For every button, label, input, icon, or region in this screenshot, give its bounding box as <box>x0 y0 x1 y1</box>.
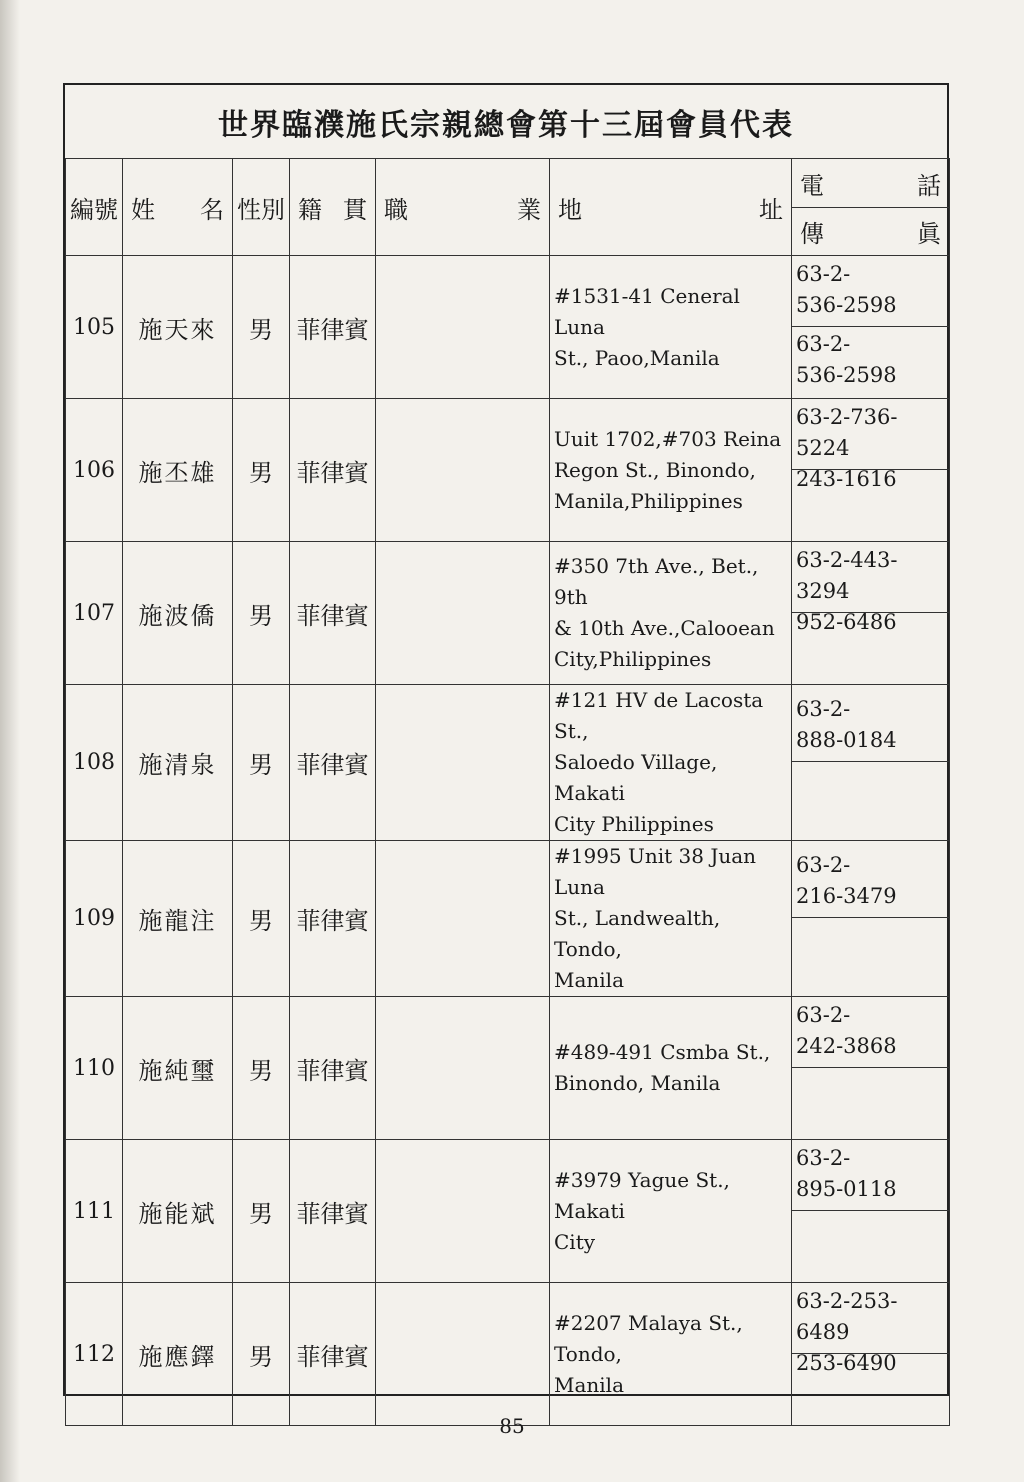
fax-number <box>792 762 949 833</box>
member-name: 施純璽 <box>123 997 233 1140</box>
member-origin: 菲律賓 <box>290 1140 376 1283</box>
header-row-top <box>66 159 950 208</box>
title-row <box>65 85 947 159</box>
address-line: City,Philippines <box>554 647 712 671</box>
address-line: Manila <box>554 1372 624 1397</box>
header-phone: 電 話 <box>792 159 950 208</box>
table-row <box>66 841 950 997</box>
member-address <box>550 685 792 841</box>
page-number: 85 <box>499 1414 525 1438</box>
phone-number <box>792 257 949 327</box>
address-line: #121 HV de Lacosta St., <box>554 688 764 743</box>
member-address <box>550 256 792 399</box>
member-name: 施應鐸 <box>123 1283 233 1426</box>
member-name: 施波僑 <box>123 542 233 685</box>
member-address <box>550 841 792 997</box>
address-line: City <box>554 1229 596 1254</box>
member-number: 110 <box>66 997 123 1140</box>
member-origin: 菲律賓 <box>290 1283 376 1426</box>
phone-number <box>792 692 949 762</box>
member-gender: 男 <box>233 256 290 399</box>
member-number: 109 <box>66 841 123 997</box>
address-line: Saloedo Village, Makati <box>554 750 718 805</box>
address-line: #2207 Malaya St., Tondo, <box>554 1310 743 1366</box>
address-line: St., Paoo,Manila <box>554 345 720 370</box>
phone-line: 63-2- <box>796 697 851 721</box>
member-gender: 男 <box>233 685 290 841</box>
member-number: 106 <box>66 399 123 542</box>
phone-line: 216-3479 <box>796 884 897 908</box>
member-table <box>65 158 950 1426</box>
member-origin: 菲律賓 <box>290 256 376 399</box>
phone-line: 63-2-736-5224 <box>796 404 898 460</box>
table-row <box>66 1283 950 1426</box>
member-number: 108 <box>66 685 123 841</box>
page-title: 世界臨濮施氏宗親總會第十三屆會員代表 <box>218 107 794 143</box>
phone-line: 536-2598 <box>796 292 897 317</box>
member-gender: 男 <box>233 1283 290 1426</box>
address-line: St., Landwealth, Tondo, <box>554 906 721 961</box>
phone-line: 63-2- <box>796 1002 851 1027</box>
header-name: 姓 名 <box>123 159 233 256</box>
address-line: City Philippines <box>554 812 714 836</box>
header-gender: 性別 <box>233 159 290 256</box>
phone-line: 243-1616 <box>796 466 897 491</box>
member-address <box>550 997 792 1140</box>
member-name: 施清泉 <box>123 685 233 841</box>
phone-line: 952-6486 <box>796 609 897 634</box>
member-table-sheet <box>63 83 949 1396</box>
table-row <box>66 542 950 685</box>
address-line: Binondo, Manila <box>554 1071 721 1095</box>
member-origin: 菲律賓 <box>290 685 376 841</box>
address-line: Manila,Philippines <box>554 488 743 513</box>
member-occupation <box>376 1283 550 1426</box>
phone-number <box>792 998 949 1068</box>
fax-number <box>792 918 949 989</box>
phone-line: 63-2-253-6489 <box>796 1288 898 1344</box>
member-occupation <box>376 997 550 1140</box>
header-occupation: 職 業 <box>376 159 550 256</box>
member-contact <box>792 542 950 685</box>
member-occupation <box>376 542 550 685</box>
phone-line: 895-0118 <box>796 1176 897 1201</box>
address-line: Manila <box>554 968 624 992</box>
phone-number <box>792 543 949 634</box>
member-name: 施天來 <box>123 256 233 399</box>
phone-line: 253-6490 <box>796 1350 897 1375</box>
header-fax: 傳 眞 <box>792 208 950 256</box>
fax-number <box>792 1211 949 1282</box>
member-origin: 菲律賓 <box>290 841 376 997</box>
member-address <box>550 1283 792 1426</box>
member-origin: 菲律賓 <box>290 399 376 542</box>
phone-line: 888-0184 <box>796 728 897 752</box>
member-number: 112 <box>66 1283 123 1426</box>
phone-number <box>792 848 949 918</box>
table-row <box>66 399 950 542</box>
phone-line: 63-2- <box>796 853 851 877</box>
table-row <box>66 1140 950 1283</box>
member-contact <box>792 841 950 997</box>
fax-line: 536-2598 <box>796 362 897 387</box>
member-name: 施丕雄 <box>123 399 233 542</box>
member-origin: 菲律賓 <box>290 542 376 685</box>
address-line: #1531-41 Ceneral Luna <box>554 283 740 339</box>
member-gender: 男 <box>233 399 290 542</box>
member-occupation <box>376 256 550 399</box>
table-row <box>66 997 950 1140</box>
phone-number <box>792 1141 949 1211</box>
member-origin: 菲律賓 <box>290 997 376 1140</box>
member-name: 施能斌 <box>123 1140 233 1283</box>
table-row <box>66 256 950 399</box>
member-name: 施龍注 <box>123 841 233 997</box>
address-line: Uuit 1702,#703 Reina <box>554 426 782 451</box>
member-number: 105 <box>66 256 123 399</box>
member-gender: 男 <box>233 997 290 1140</box>
member-contact <box>792 256 950 399</box>
member-occupation <box>376 685 550 841</box>
phone-number <box>792 400 949 491</box>
address-line: #3979 Yague St., Makati <box>554 1167 730 1223</box>
member-gender: 男 <box>233 542 290 685</box>
member-occupation <box>376 399 550 542</box>
address-line: #1995 Unit 38 Juan Luna <box>554 844 757 899</box>
member-gender: 男 <box>233 1140 290 1283</box>
member-contact <box>792 685 950 841</box>
member-occupation <box>376 1140 550 1283</box>
member-contact <box>792 1140 950 1283</box>
phone-number <box>792 1284 949 1375</box>
header-address: 地 址 <box>550 159 792 256</box>
member-address <box>550 399 792 542</box>
member-address <box>550 542 792 685</box>
header-no: 編號 <box>66 159 123 256</box>
member-number: 111 <box>66 1140 123 1283</box>
table-row <box>66 685 950 841</box>
phone-line: 63-2- <box>796 1145 851 1170</box>
fax-number <box>792 327 949 398</box>
fax-number <box>792 1068 949 1139</box>
address-line: & 10th Ave.,Calooean <box>554 616 775 640</box>
member-address <box>550 1140 792 1283</box>
member-contact <box>792 1283 950 1426</box>
address-line: #489-491 Csmba St., <box>554 1040 771 1064</box>
member-contact <box>792 997 950 1140</box>
phone-line: 63-2- <box>796 261 851 286</box>
header-origin: 籍 貫 <box>290 159 376 256</box>
phone-line: 63-2-443-3294 <box>796 547 898 603</box>
address-line: #350 7th Ave., Bet., 9th <box>554 554 759 609</box>
page-gutter-shadow <box>0 0 20 1482</box>
member-gender: 男 <box>233 841 290 997</box>
member-occupation <box>376 841 550 997</box>
phone-line: 242-3868 <box>796 1033 897 1058</box>
fax-line: 63-2- <box>796 331 851 356</box>
member-number: 107 <box>66 542 123 685</box>
member-contact <box>792 399 950 542</box>
address-line: Regon St., Binondo, <box>554 457 756 482</box>
